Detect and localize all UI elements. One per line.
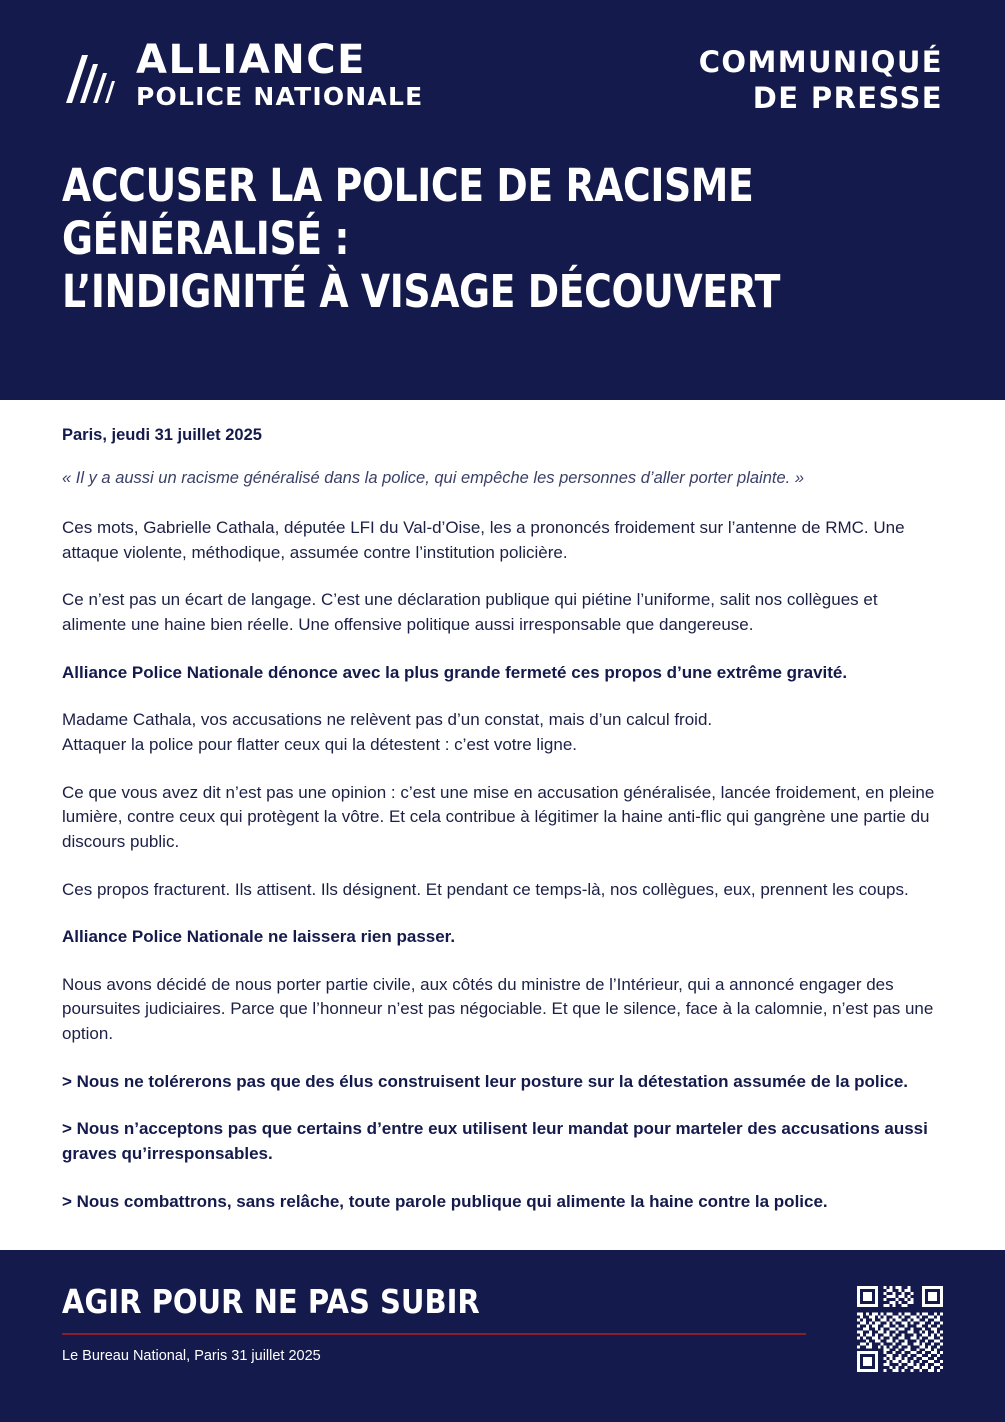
body-content: [0, 400, 1005, 1214]
communique-label: [699, 40, 943, 117]
body-paragraph: Nous avons décidé de nous porter partie civile, aux côtés du ministre de l’Intérieur, qui a annoncé engager des poursuites judiciaires. Parce que l’honneur n’est pas négociable. Et que le silence, face à la calomnie, n’est pas une option.: [62, 974, 934, 1044]
bullet-list: [62, 1070, 943, 1215]
communique-line-1: COMMUNIQUÉ: [698, 45, 943, 79]
bullet-item: > Nous combattrons, sans relâche, toute parole publique qui alimente la haine contre la police.: [62, 1191, 828, 1211]
brand-name-primary: ALLIANCE: [136, 37, 366, 83]
headline-line-1: ACCUSER LA POLICE DE RACISME: [62, 158, 754, 212]
brand-name-secondary: POLICE NATIONALE: [136, 82, 424, 111]
body-paragraph: Alliance Police Nationale ne laissera rien passer.: [62, 927, 456, 947]
pull-quote: « Il y a aussi un racisme généralisé dans la police, qui empêche les personnes d’aller porter plainte. »: [62, 469, 805, 487]
footer-text-block: [62, 1282, 806, 1364]
paragraph-list: [62, 516, 943, 1047]
brand-logo: [62, 37, 424, 111]
body-paragraph: Alliance Police Nationale dénonce avec la plus grande fermeté ces propos d’une extrême gravité.: [62, 662, 848, 682]
brand-wordmark: [136, 37, 424, 111]
body-paragraph: Ce n’est pas un écart de langage. C’est une déclaration publique qui piétine l’uniforme, salit nos collègues et alimente une haine bien réelle. Une offensive politique aussi irresponsable que dangereuse.: [62, 590, 878, 635]
headline-line-2: GÉNÉRALISÉ :: [62, 211, 350, 265]
footer-row: [62, 1282, 943, 1372]
headline-line-3: L’INDIGNITÉ À VISAGE DÉCOUVERT: [62, 264, 781, 318]
qr-code-icon[interactable]: [857, 1286, 943, 1372]
footer-divider: [62, 1333, 806, 1335]
page-title: [62, 159, 802, 318]
body-paragraph: Ce que vous avez dit n’est pas une opinion : c’est une mise en accusation généralisée, lancée froidement, en pleine lumière, contre ceux qui protègent la vôtre. Et cela contribue à légitimer la haine anti-flic qui gangrène une partie du discours public.: [62, 782, 935, 851]
communique-line-2: DE PRESSE: [752, 81, 943, 116]
header-banner: [0, 0, 1005, 400]
header-top-row: [62, 37, 943, 117]
body-paragraph: Ces mots, Gabrielle Cathala, députée LFI du Val-d’Oise, les a prononcés froidement sur l’antenne de RMC. Une attaque violente, méthodique, assumée contre l’institution policière.: [62, 518, 905, 562]
dateline: Paris, jeudi 31 juillet 2025: [62, 426, 262, 444]
footer-signature: Le Bureau National, Paris 31 juillet 2025: [62, 1348, 321, 1364]
alliance-logo-icon: [62, 45, 118, 105]
bullet-item: > Nous ne tolérerons pas que des élus construisent leur posture sur la détestation assumée de la police.: [62, 1071, 908, 1091]
body-paragraph: Madame Cathala, vos accusations ne relèvent pas d’un constat, mais d’un calcul froid. Attaquer la police pour flatter ceux qui la détestent : c’est votre ligne.: [62, 710, 713, 754]
body-paragraph: Ces propos fracturent. Ils attisent. Ils désignent. Et pendant ce temps-là, nos collègues, eux, prennent les coups.: [62, 879, 909, 899]
footer-banner: [0, 1250, 1005, 1422]
footer-slogan: AGIR POUR NE PAS SUBIR: [62, 1282, 480, 1321]
bullet-item: > Nous n’acceptons pas que certains d’entre eux utilisent leur mandat pour marteler des accusations aussi graves qu’irresponsables.: [62, 1119, 928, 1163]
